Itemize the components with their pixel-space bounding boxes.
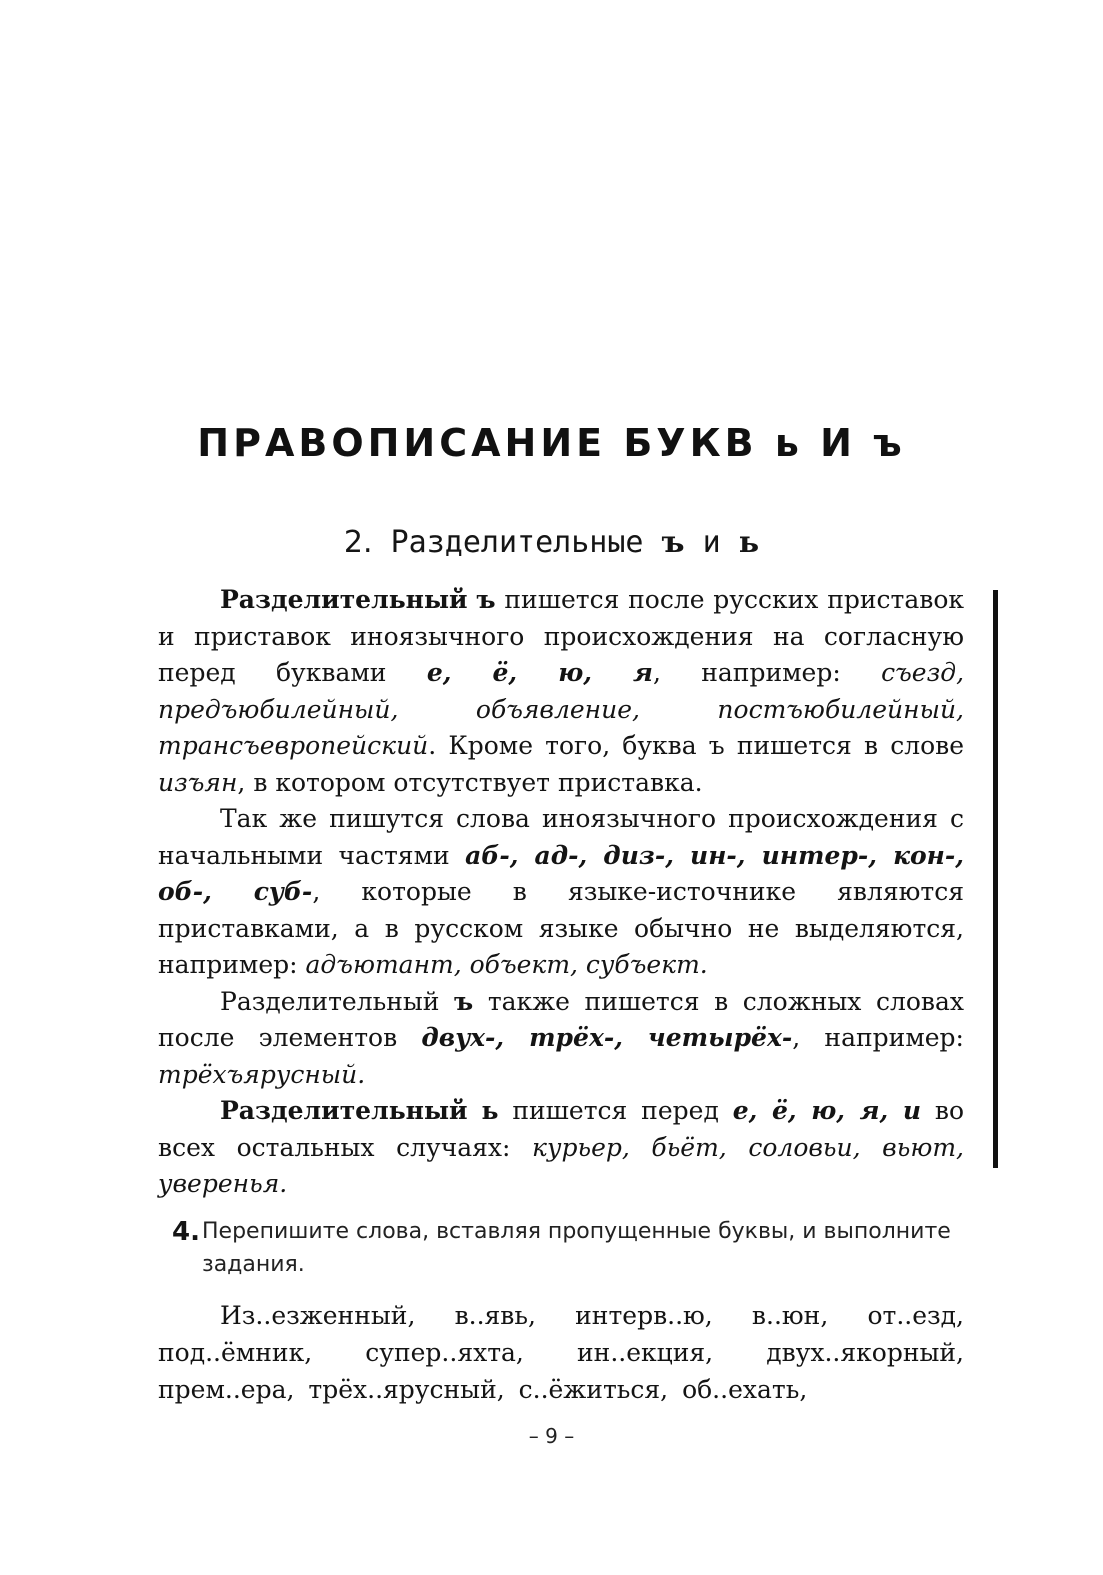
rule-term: Разделительный [220,1096,468,1125]
rule-examples: съезд, предъюбилейный, объявление, постъюбилейный, трансъевропейский [158,658,965,760]
rule-text: также пишется в сложных словах после элементов [158,986,964,1052]
rule-word: изъян [158,767,238,797]
rule-letters: е, ё, ю, я [426,658,653,687]
section-number: 2. [343,525,373,560]
rule-text: , которые в языке-источнике являются приставками, а в русском языке обычно не выделяются, например: [158,877,964,979]
section-letter-hard: ъ [661,525,685,560]
rule-paragraph-1 [158,582,964,801]
rule-paragraph-3 [158,984,964,1094]
rule-paragraph-4 [158,1093,964,1203]
rule-elements: двух-, трёх-, четырёх- [421,1023,793,1052]
rule-text: , например: [792,1023,964,1052]
chapter-title: ПРАВОПИСАНИЕ БУКВ ь И ъ [197,421,906,466]
rule-letters: е, ё, ю, я, и [732,1096,922,1125]
rule-text: , например: [652,658,841,687]
page-number: – 9 – [528,1424,575,1448]
rule-term: Разделительный [220,585,468,614]
exercise-words: Из..езженный, в..явь, интерв..ю, в..юн, от..езд, под..ёмник, супер..яхта, ин..екция, двух..якорный, прем..ера, трёх..ярусный, с..ёжиться, об..ехать, [158,1301,964,1404]
rule-text: Так же пишутся слова иноязычного происхождения с начальными частями [158,804,964,870]
rule-text: пишется после русских приставок и приставок иноязычного происхождения на согласную перед буквами [158,585,965,687]
section-title-text: Разделительные [390,525,644,560]
rule-letter: ь [481,1096,499,1125]
rule-text: во всех остальных случаях: [158,1096,965,1162]
section-conj: и [702,525,721,560]
rule-letter: ъ [476,585,496,614]
section-title [0,518,1103,568]
rule-text: пишется перед [512,1096,719,1125]
rule-block [158,582,964,1203]
rule-example: трёхъярусный. [158,1059,366,1089]
rule-text: Разделительный [220,986,440,1016]
rule-side-bar [993,590,998,1168]
rule-letter: ъ [454,986,474,1016]
rule-text: . Кроме того, буква ъ пишется в слове [428,731,964,760]
rule-paragraph-2 [158,801,964,984]
rule-text: , в котором отсутствует приставка. [237,767,703,797]
rule-examples: адъютант, объект, субъект. [305,950,708,979]
exercise-number: 4. [172,1217,200,1247]
exercise [158,1215,964,1281]
rule-parts: аб-, ад-, диз-, ин-, интер-, кон-, об-, суб- [158,840,964,906]
section-letter-soft: ь [738,525,760,560]
rule-examples: курьер, бьёт, соловьи, вьют, уверенья. [158,1132,965,1198]
exercise-task: Перепишите слова, вставляя пропущенные буквы, и выполните задания. [202,1219,951,1277]
